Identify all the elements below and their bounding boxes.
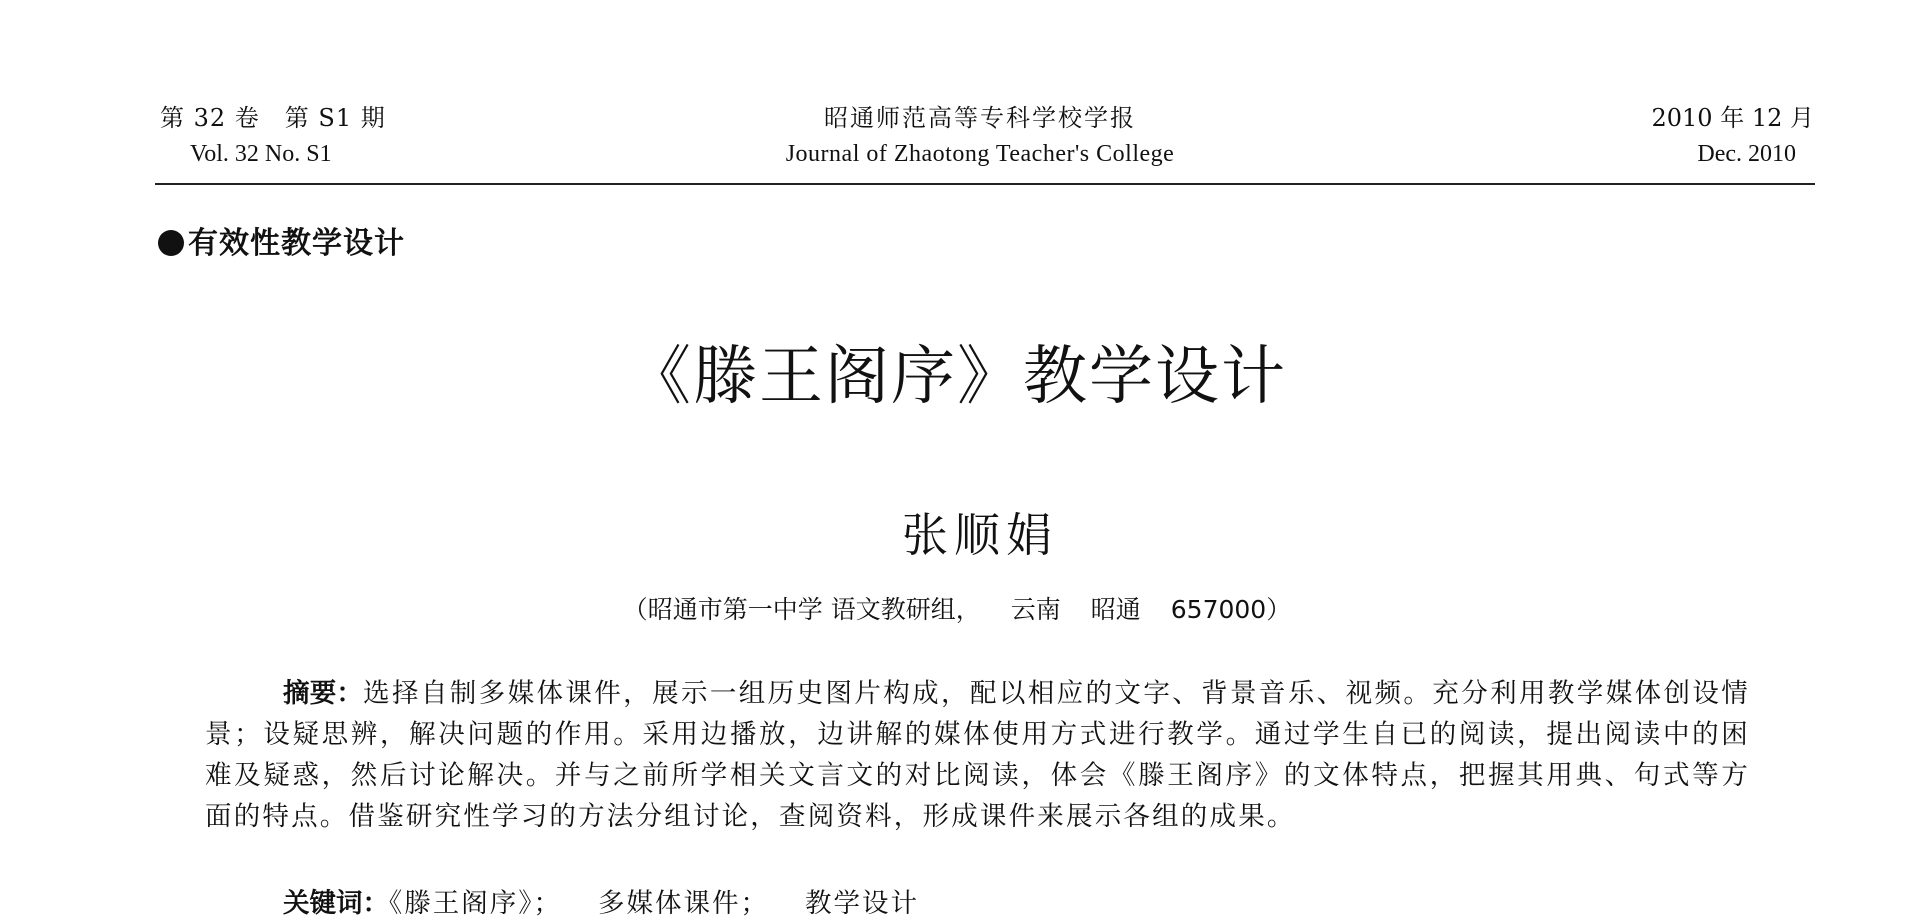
header-journal-name <box>700 100 1260 172</box>
header-divider <box>155 183 1815 185</box>
affiliation-city: 昭通 <box>1090 595 1141 624</box>
affiliation-org: 昭通市第一中学 语文教研组， <box>647 595 981 624</box>
bullet-dot-icon <box>158 230 184 256</box>
header-journal-cn: 昭通师范高等专科学校学报 <box>824 104 1136 132</box>
header-volume-en: Vol. 32 No. S1 <box>190 141 332 167</box>
keyword-item: 教学设计 <box>805 888 919 919</box>
author-affiliation <box>400 590 1514 630</box>
affiliation-province: 云南 <box>1010 595 1061 624</box>
article-title: 《滕王阁序》教学设计 <box>627 340 1287 414</box>
abstract-label: 摘要： <box>283 678 364 709</box>
keywords-line <box>283 883 1683 924</box>
affiliation-close-paren: ） <box>1266 595 1292 624</box>
affiliation-postcode: 657000 <box>1170 595 1267 624</box>
header-volume-cn: 第 32 卷 第 S1 期 <box>160 104 386 132</box>
keyword-item: 多媒体课件； <box>598 888 769 919</box>
abstract-paragraph <box>205 673 1750 837</box>
affiliation-open-paren: （ <box>622 595 648 624</box>
header-journal-en: Journal of Zhaotong Teacher's College <box>785 141 1175 167</box>
article-author: 张顺娟 <box>902 508 1058 562</box>
column-heading <box>158 224 405 264</box>
header-date <box>1554 100 1814 172</box>
header-date-en: Dec. 2010 <box>1697 141 1796 167</box>
column-heading-text: 有效性教学设计 <box>188 226 405 261</box>
keywords-label: 关键词： <box>283 888 389 919</box>
header-date-cn: 2010 年 12 月 <box>1651 104 1814 132</box>
header-volume-info <box>160 100 420 172</box>
abstract-text: 选择自制多媒体课件，展示一组历史图片构成，配以相应的文字、背景音乐、视频。充分利用教学媒体创设情景；设疑思辨，解决问题的作用。采用边播放，边讲解的媒体使用方式进行教学。通过学生自已的阅读，提出阅读中的困难及疑惑，然后讨论解决。并与之前所学相关文言文的对比阅读，体会《滕王阁序》的文体特点，把握其用典、句式等方面的特点。借鉴研究性学习的方法分组讨论，查阅资料，形成课件来展示各组的成果。 <box>205 678 1750 832</box>
keyword-item: 《滕王阁序》； <box>389 888 562 919</box>
